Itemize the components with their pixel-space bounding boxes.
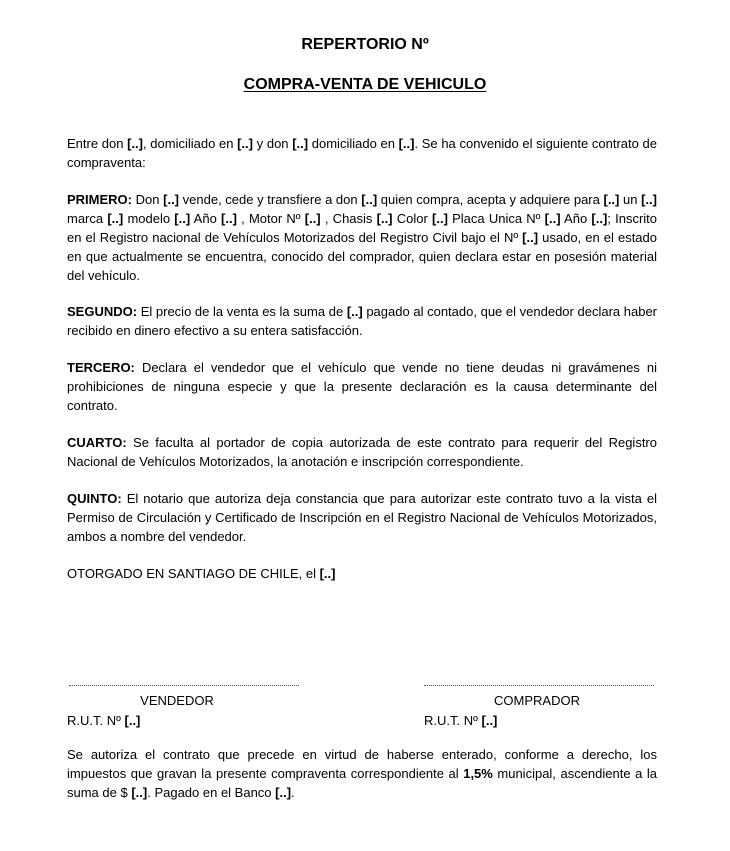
seller-rut-prefix: R.U.T. Nº	[67, 713, 121, 728]
document-title: COMPRA-VENTA DE VEHICULO	[243, 76, 487, 93]
clause-label: TERCERO:	[67, 360, 135, 375]
seller-rut-value: [..]	[124, 713, 141, 728]
clause-segundo	[67, 302, 657, 340]
buyer-rut-prefix: R.U.T. Nº	[424, 713, 478, 728]
buyer-rut-value: [..]	[481, 713, 498, 728]
clause-text: Declara el vendedor que el vehículo que vende no tiene deudas ni gravámenes ni prohibiciones de ninguna especie y que la presente declaración es la causa determinante del contrato.	[67, 360, 657, 413]
repertorio-heading: REPERTORIO Nº	[301, 36, 429, 53]
otorgado-line	[67, 564, 657, 583]
clause-text: El notario que autoriza deja constancia que para autorizar este contrato tuvo a la vista el Permiso de Circulación y Certificado de Inscripción en el Registro Nacional de Vehículos Motorizados, ambos a nombre del vendedor.	[67, 491, 657, 544]
clause-quinto	[67, 489, 657, 546]
buyer-rut	[424, 711, 497, 730]
clause-text: Don [..] vende, cede y transfiere a don [..] quien compra, acepta y adquiere para [..] un [..] marca [..] modelo [..] Año [..] , Motor Nº [..] , Chasis [..] Color [..] Placa Unica Nº [..] Año [..]; Inscrito en el Registro nacional de Vehículos Motorizados del Registro Civil bajo el Nº [..] usado, en el estado en que actualmente se encuentra, conocido del comprador, quien declara estar en posesión material del vehículo.	[67, 192, 658, 283]
clause-label: QUINTO:	[67, 491, 122, 506]
clause-label: PRIMERO:	[67, 192, 132, 207]
clause-text: Se faculta al portador de copia autorizada de este contrato para requerir del Registro Nacional de Vehículos Motorizados, la anotación e inscripción correspondiente.	[67, 435, 657, 469]
clause-primero	[67, 190, 657, 285]
seller-label: VENDEDOR	[140, 693, 214, 708]
clause-label: SEGUNDO:	[67, 304, 138, 319]
intro-paragraph	[67, 134, 657, 172]
buyer-signature-line	[424, 685, 654, 686]
seller-signature-line	[69, 685, 299, 686]
buyer-label: COMPRADOR	[494, 693, 580, 708]
tax-authorization-paragraph: Se autoriza el contrato que precede en virtud de haberse enterado, conforme a derecho, los impuestos que gravan la presente compraventa correspondiente al 1,5% municipal, ascendiente a la suma de $ [..]. Pagado en el Banco [..].	[67, 747, 657, 800]
seller-rut	[67, 711, 140, 730]
clause-cuarto	[67, 433, 657, 471]
clause-text: OTORGADO EN SANTIAGO DE CHILE, el [..]	[67, 566, 336, 581]
clause-text: El precio de la venta es la suma de [..] pagado al contado, que el vendedor declara haber recibido en dinero efectivo a su entera satisfacción.	[67, 304, 658, 338]
clause-text: Entre don [..], domiciliado en [..] y don [..] domiciliado en [..]. Se ha convenido el siguiente contrato de compraventa:	[67, 136, 657, 170]
clause-label: CUARTO:	[67, 435, 127, 450]
clause-tercero	[67, 358, 657, 415]
